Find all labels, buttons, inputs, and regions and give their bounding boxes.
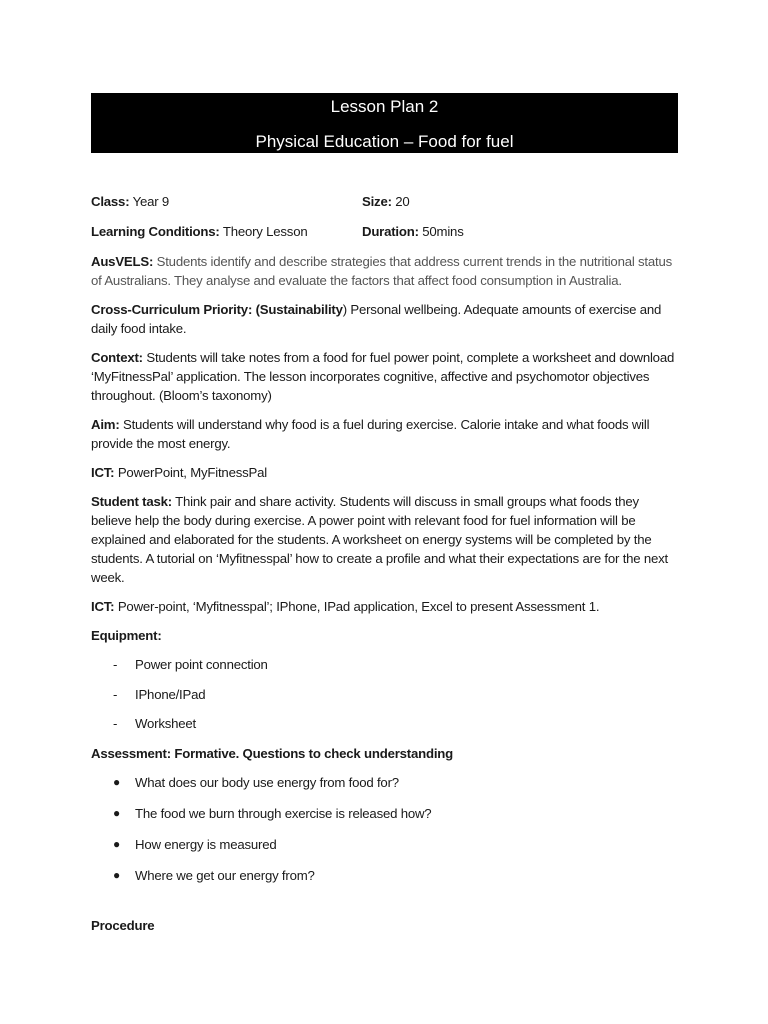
conditions-field [91,222,362,241]
conditions-label: Learning Conditions: [91,224,220,239]
class-size-row [91,192,681,211]
class-label: Class: [91,194,130,209]
bullet-icon: ● [113,867,121,882]
lesson-plan-subtitle: Physical Education – Food for fuel [255,132,514,151]
aim-text: Students will understand why food is a fuel during exercise. Calorie intake and what foods will provide the most energy. [91,417,650,451]
ict-tools-text: Power-point, ‘Myfitnesspal’; IPhone, IPad application, Excel to present Assessment 1. [114,599,600,614]
assessment-questions-list [91,773,681,885]
lesson-content [91,192,681,945]
ausvels-label: AusVELS: [91,254,154,269]
aim-label: Aim: [91,417,120,432]
duration-value: 50mins [418,224,464,239]
student-task-text: Think pair and share activity. Students will discuss in small groups what foods they believe help the body during exercise. A power point with relevant food for fuel information will be explained and elaborated for the students. A worksheet on energy systems will be completed by the students. A tutorial on ‘Myfitnesspal’ how to create a profile and what their expectations are for the next week. [91,494,669,585]
context-paragraph [91,348,681,405]
assessment-heading: Assessment: Formative. Questions to check understanding [91,745,454,761]
list-item: ● The food we burn through exercise is released how? [113,805,432,821]
cross-curriculum-text: ) Personal wellbeing. Adequate amounts of exercise and daily food intake. [91,302,662,336]
student-task-paragraph [91,492,681,587]
equipment-heading: Equipment: [91,628,162,643]
conditions-duration-row [91,222,681,241]
equipment-list [91,655,681,733]
title-banner [91,93,678,153]
conditions-value: Theory Lesson [219,224,308,239]
list-item: ● What does our body use energy from food for? [113,774,399,790]
ausvels-paragraph [91,252,681,290]
student-task-label: Student task: [91,494,172,509]
bullet-icon: ● [113,836,121,851]
list-item: ● How energy is measured [113,836,277,852]
duration-label: Duration: [362,224,419,239]
procedure-heading: Procedure [91,917,155,933]
duration-field [362,222,681,241]
lesson-plan-title: Lesson Plan 2 [330,97,439,116]
cross-curriculum-paragraph [91,300,681,338]
dash-marker: - [113,657,118,672]
size-field [362,192,681,211]
dash-marker: - [113,716,118,731]
ict-tools-label: ICT: [91,599,115,614]
ausvels-text: Students identify and describe strategies that address current trends in the nutritional status of Australians. They analyse and evaluate the factors that affect food consumption in Australia. [91,254,673,288]
cross-curriculum-label: Cross-Curriculum Priority: (Sustainability [91,302,343,317]
size-value: 20 [391,194,410,209]
dash-marker: - [113,686,118,702]
bullet-icon: ● [113,805,121,820]
size-label: Size: [362,194,392,209]
ict-tools-paragraph [91,597,681,616]
list-item: ● Where we get our energy from? [113,867,315,883]
context-text: Students will take notes from a food for fuel power point, complete a worksheet and download ‘MyFitnessPal’ application. The lesson incorporates cognitive, affective and psychomotor objectives throughout. (Bloom’s taxonomy) [91,350,675,403]
ict-label: ICT: [91,465,115,480]
class-value: Year 9 [129,194,170,209]
ict-paragraph [91,463,681,482]
list-item: - Power point connection [113,657,268,672]
bullet-icon: ● [113,774,121,789]
aim-paragraph [91,415,681,453]
context-label: Context: [91,350,143,365]
list-item: - Worksheet [113,716,196,731]
ict-text: PowerPoint, MyFitnessPal [114,465,267,480]
class-field [91,192,362,211]
list-item: - IPhone/IPad [113,686,206,702]
